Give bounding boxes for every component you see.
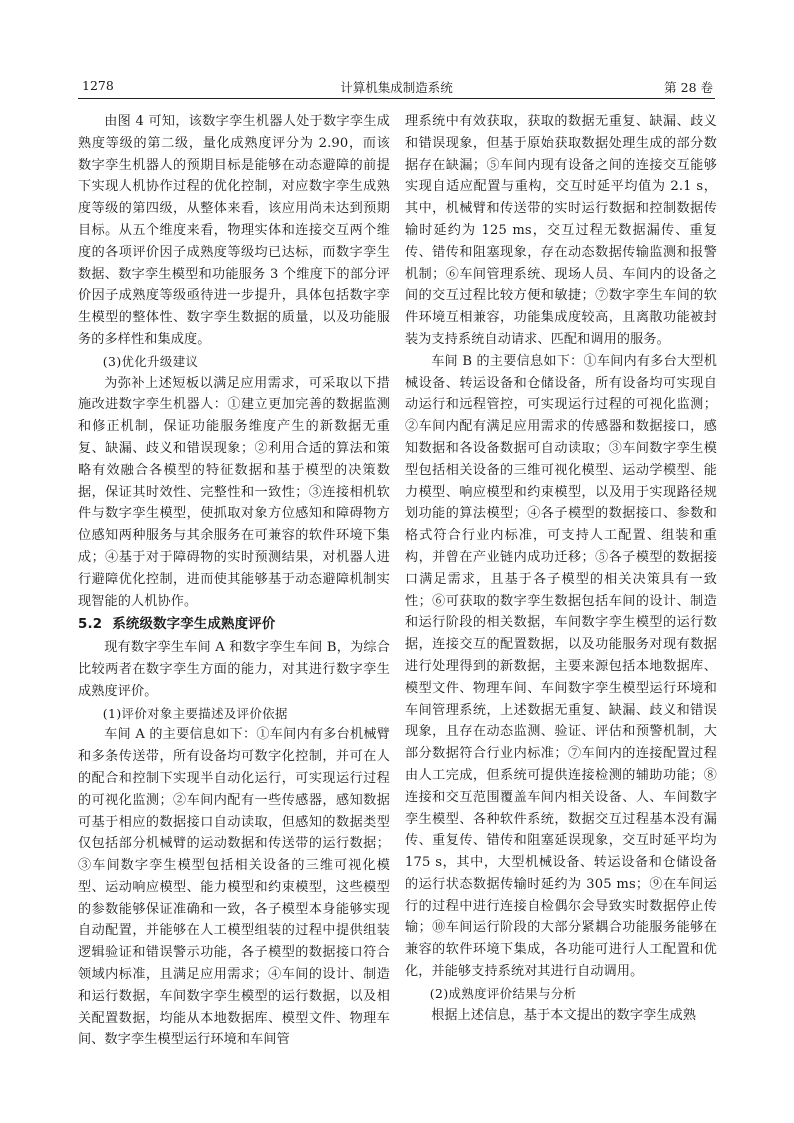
paragraph-results: 根据上述信息，基于本文提出的数字孪生成熟	[431, 1007, 697, 1023]
volume-label: 第 28 卷	[664, 80, 713, 95]
subheading-results: (2)成熟度评价结果与分析	[429, 985, 577, 1001]
section-heading	[78, 614, 390, 636]
paragraph-analysis: 由图 4 可知，该数字孪生机器人处于数字孪生成熟度等级的第二级，量化成熟度评分为 2.90，而该数字孪生机器人的预期目标是能够在动态避障的前提下实现人机协作过程的优化控制，对应数字孪生成熟度等级的第四级，从整体来看，该应用尚未达到预期目标。从五个维度来看，物理实体和连接交互两个维度的各项评价因子成熟度等级均已达标，而数字孪生数据、数字孪生模型和功能服务 3 个维度下的部分评价因子成熟度等级亟待进一步提升，具体包括数字孪生模型的整体性、数字孪生数据的质量，以及功能服务的多样性和集成度。	[78, 114, 390, 347]
left-column	[78, 111, 390, 1051]
paragraph-suggestions: 为弥补上述短板以满足应用需求，可采取以下措施改进数字孪生机器人：①建立更加完善的数据监测和修正机制，保证功能服务维度产生的新数据无重复、缺漏、歧义和错误现象；②利用合适的算法和策略有效融合各模型的特征数据和基于模型的决策数据，保证其时效性、完整性和一致性；③连接相机软件与数字孪生模型，使抓取对象方位感知和障碍物方位感知两种服务与其余服务在可兼容的软件环境下集成；④基于对于障碍物的实时预测结果，对机器人进行避障优化控制，进而使其能够基于动态避障机制实现智能的人机协作。	[78, 375, 390, 609]
paragraph-intro: 现有数字孪生车间 A 和数字孪生车间 B，为综合比较两者在数字孪生方面的能力，对其进行数字孪生成熟度评价。	[78, 640, 390, 699]
subheading-optimization: (3)优化升级建议	[102, 353, 199, 369]
paragraph-workshop-a: 车间 A 的主要信息如下：①车间内有多台机械臂和多条传送带，所有设备均可数字化控制，并可在人的配合和控制下实现半自动化运行，可实现运行过程的可视化监测；②车间内配有一些传感器，感知数据可基于相应的数据接口自动读取，但感知的数据类型仅包括部分机械臂的运动数据和传送带的运行数据；③车间数字孪生模型包括相关设备的三维可视化模型、运动响应模型、能力模型和约束模型，这些模型的参数能够保证准确和一致，各子模型本身能够实现自动配置，并能够在人工模型组装的过程中提供组装逻辑验证和错误警示功能，各子模型的数据接口符合领域内标准，且满足应用需求；④车间的设计、制造和运行数据，车间数字孪生模型的运行数据，以及相关配置数据，均能从本地数据库、模型文件、物理车间、数字孪生模型运行环境和车间管	[78, 727, 390, 1048]
page-number: 1278	[82, 78, 114, 93]
section-number: 5.2	[78, 617, 103, 633]
paragraph-workshop-b: 车间 B 的主要信息如下：①车间内有多台大型机械设备、转运设备和仓储设备，所有设备均可实现自动运行和远程管控，可实现运行过程的可视化监测；②车间内配有满足应用需求的传感器和数据接口，感知数据和各设备数据可自动读取；③车间数字孪生模型包括相关设备的三维可视化模型、运动学模型、能力模型、响应模型和约束模型，以及用于实现路径规划功能的算法模型；④各子模型的数据接口、参数和格式符合行业内标准，可支持人工配置、组装和重构，并曾在产业链内成功迁移；⑤各子模型的数据接口满足需求，且基于各子模型的相关决策具有一致性；⑥可获取的数字孪生数据包括车间的设计、制造和运行阶段的相关数据，车间数字孪生模型的运行数据，连接交互的配置数据，以及功能服务对现有数据进行处理得到的新数据，主要来源包括本地数据库、模型文件、物理车间、车间数字孪生模型运行环境和车间管理系统，上述数据无重复、缺漏、歧义和错误现象，且存在动态监测、验证、评估和预警机制，大部分数据符合行业内标准；⑦车间内的连接配置过程由人工完成，但系统可提供连接检测的辅助功能；⑧连接和交互范围覆盖车间内相关设备、人、车间数字孪生模型、各种软件系统，数据交互过程基本没有漏传、重复传、错传和阻塞延误现象，交互时延平均为 175 s，其中，大型机械设备、转运设备和仓储设备的运行状态数据传输时延约为 305 ms；⑨在车间运行的过程中进行连接自检偶尔会导致实时数据停止传输；⑩车间运行阶段的大部分紧耦合功能服务能够在兼容的软件环境下集成，各功能可进行人工配置和优化，并能够支持系统对其进行自动调用。	[405, 353, 717, 980]
subheading-evaluation-basis: (1)评价对象主要描述及评价依据	[102, 705, 288, 721]
section-title: 系统级数字孪生成熟度评价	[112, 617, 276, 633]
right-column	[405, 111, 717, 1026]
journal-title: 计算机集成制造系统	[340, 80, 453, 95]
paragraph-workshop-a-cont: 理系统中有效获取，获取的数据无重复、缺漏、歧义和错误现象，但基于原始获取数据处理生成的部分数据存在缺漏；⑤车间内现有设备之间的连接交互能够实现自适应配置与重构，交互时延平均值为 2.1 s，其中，机械臂和传送带的实时运行数据和控制数据传输时延约为 125 ms，交互过程无数据漏传、重复传、错传和阻塞现象，存在动态数据传输监测和报警机制；⑥车间管理系统、现场人员、车间内的设备之间的交互过程比较方便和敏捷；⑦数字孪生车间的软件环境互相兼容，功能集成度较高，且离散功能被封装为支持系统自动请求、匹配和调用的服务。	[405, 114, 717, 347]
page-header	[78, 78, 715, 99]
